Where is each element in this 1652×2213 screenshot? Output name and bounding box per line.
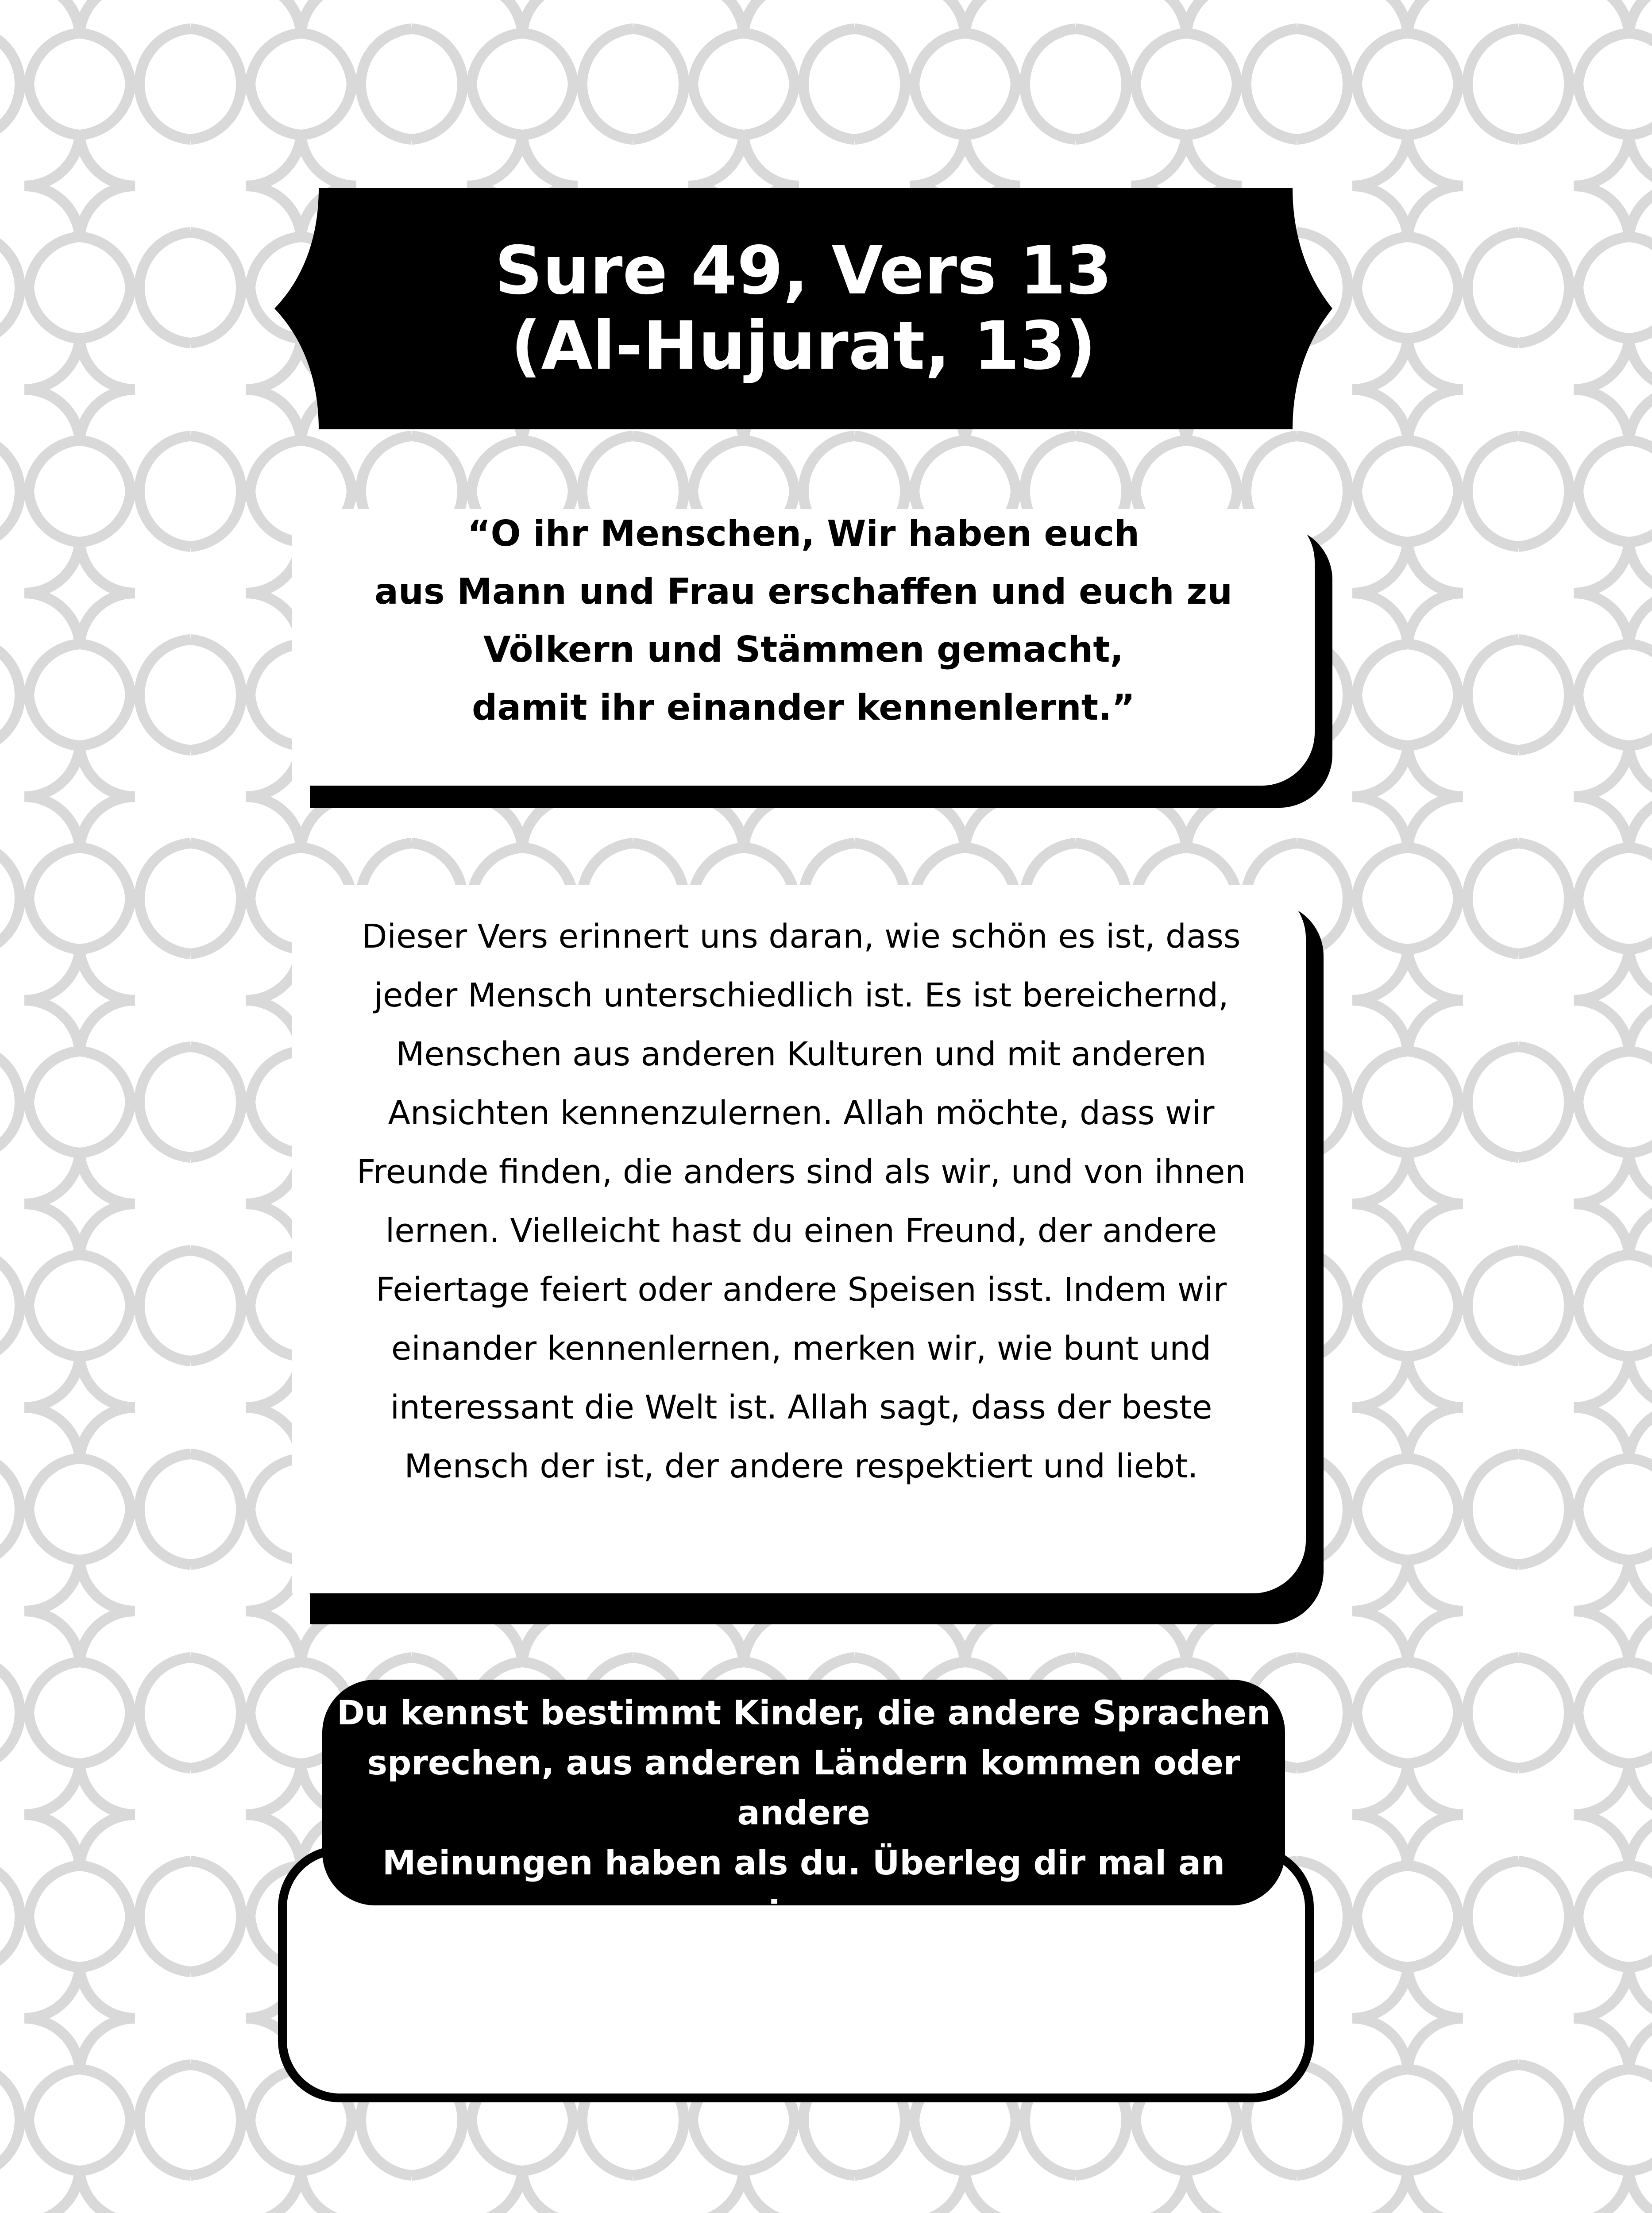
- question-line: Du kennst bestimmt Kinder, die andere Sprachen: [336, 1693, 1271, 1732]
- explanation-line: Ansichten kennenzulernen. Allah möchte, dass wir: [388, 1094, 1215, 1132]
- question-line: Beispiel: Was ist daran gut?: [538, 1943, 1069, 1982]
- title-line-2: (Al-Hujurat, 13): [510, 307, 1096, 385]
- quote-text: [292, 505, 1315, 736]
- question-line: Meinungen haben als du. Überleg dir mal an einem: [382, 1843, 1225, 1932]
- explanation-line: interessant die Welt ist. Allah sagt, dass der beste: [390, 1388, 1212, 1426]
- explanation-line: Mensch der ist, der andere respektiert und liebt.: [404, 1447, 1198, 1485]
- title-banner: [274, 188, 1332, 429]
- explanation-line: lernen. Vielleicht hast du einen Freund, der andere: [385, 1212, 1217, 1250]
- explanation-line: Dieser Vers erinnert uns daran, wie schön es ist, dass: [362, 918, 1241, 956]
- explanation-line: jeder Mensch unterschiedlich ist. Es ist bereichernd,: [374, 976, 1229, 1014]
- question-text: [322, 1688, 1285, 1988]
- quote-line: Völkern und Stämmen gemacht,: [483, 629, 1123, 670]
- title-line-1: Sure 49, Vers 13: [494, 232, 1112, 309]
- explanation-line: Menschen aus anderen Kulturen und mit anderen: [396, 1035, 1207, 1073]
- question-line: sprechen, aus anderen Ländern kommen oder andere: [367, 1743, 1240, 1832]
- quote-line: aus Mann und Frau erschaffen und euch zu: [374, 571, 1233, 612]
- quote-line: damit ihr einander kennenlernt.”: [472, 687, 1135, 728]
- explanation-line: Freunde finden, die anders sind als wir, und von ihnen: [356, 1153, 1246, 1191]
- explanation-line: Feiertage feiert oder andere Speisen isst. Indem wir: [375, 1271, 1227, 1309]
- explanation-text: [310, 907, 1293, 1496]
- quote-line: “O ihr Menschen, Wir haben euch: [467, 513, 1140, 554]
- page-title: [274, 188, 1332, 429]
- explanation-line: einander kennenlernen, merken wir, wie bunt und: [391, 1330, 1212, 1368]
